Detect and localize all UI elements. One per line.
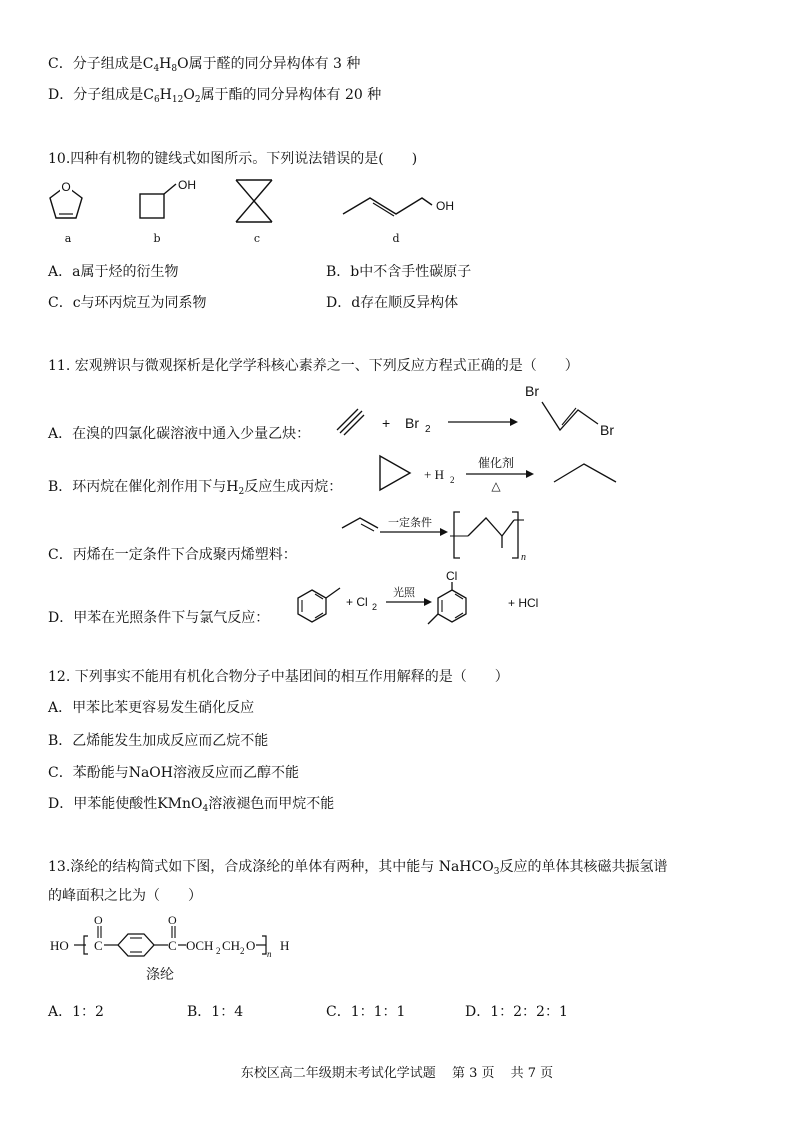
q11-stem: 11. 宏观辨识与微观探析是化学学科核心素养之一、下列反应方程式正确的是（ ） — [48, 358, 579, 374]
svg-text:光照: 光照 — [393, 587, 415, 599]
q11-a-equation — [330, 378, 630, 442]
svg-text:n: n — [267, 949, 272, 959]
svg-text:OH: OH — [178, 178, 196, 192]
q11-option-b-text: B．环丙烷在催化剂作用下与$H_2$反应生成丙烷： — [48, 479, 343, 497]
svg-text:H: H — [280, 938, 290, 953]
svg-text:O: O — [94, 913, 103, 927]
svg-text:+ H: + H — [424, 467, 444, 482]
structure-a — [50, 180, 82, 218]
q13-stem-line2: 的峰面积之比为（ ） — [48, 888, 202, 904]
label-b: b — [153, 232, 161, 245]
svg-text:+: + — [382, 415, 391, 431]
svg-text:Br: Br — [600, 422, 614, 438]
page-footer — [0, 1062, 794, 1081]
q13-option-d: D．1：2：2：1 — [465, 1004, 568, 1020]
q11-option-d-text: D．甲苯在光照条件下与氯气反应： — [48, 610, 270, 626]
svg-text:OCH: OCH — [186, 938, 214, 953]
svg-text:催化剂: 催化剂 — [477, 456, 515, 470]
q9-option-d: D．分子组成是$C_6H_{12}O_2$属于酯的同分异构体有 20 种 — [48, 87, 382, 105]
svg-text:2: 2 — [372, 602, 378, 612]
q10-option-d: D．d存在顺反异构体 — [326, 295, 459, 311]
footer-page: 第 3 页 — [451, 1066, 495, 1081]
svg-text:n: n — [521, 552, 526, 563]
q10-structures — [40, 172, 600, 232]
q11-option-c-text: C．丙烯在一定条件下合成聚丙烯塑料： — [48, 547, 297, 563]
q13-stem-line1: 13.涤纶的结构简式如下图，合成涤纶的单体有两种，其中能与 NaHCO$_3$反应的单体其核磁共振氢谱 — [48, 859, 668, 877]
q12-option-a: A．甲苯比苯更容易发生硝化反应 — [48, 700, 255, 716]
q10-option-c: C．c与环丙烷互为同系物 — [48, 295, 207, 311]
svg-text:2: 2 — [240, 946, 245, 956]
svg-text:C: C — [168, 938, 177, 953]
q10-option-a: A．a属于烃的衍生物 — [48, 264, 179, 280]
svg-text:2: 2 — [450, 475, 455, 485]
q12-stem: 12. 下列事实不能用有机化合物分子中基团间的相互作用解释的是（ ） — [48, 669, 509, 685]
q13-option-c: C．1：1：1 — [326, 1004, 406, 1020]
q12-option-b: B．乙烯能发生加成反应而乙烷不能 — [48, 733, 269, 749]
svg-text:C: C — [94, 938, 103, 953]
q11-c-equation — [338, 508, 548, 566]
svg-text:CH: CH — [222, 938, 241, 953]
q11-d-equation — [290, 568, 570, 628]
svg-text:Cl: Cl — [446, 569, 458, 583]
footer-total: 共 7 页 — [510, 1066, 554, 1081]
svg-text:△: △ — [491, 479, 501, 493]
svg-text:+ HCl: + HCl — [508, 596, 539, 610]
q10-stem: 10.四种有机物的键线式如图所示。下列说法错误的是( ) — [48, 151, 418, 167]
q12-option-d: D．甲苯能使酸性KMnO$_4$溶液褪色而甲烷不能 — [48, 796, 335, 814]
label-c: c — [253, 232, 261, 245]
q11-option-a-text: A．在溴的四氯化碳溶液中通入少量乙炔： — [48, 426, 311, 442]
svg-text:HO: HO — [50, 938, 69, 953]
svg-text:一定条件: 一定条件 — [388, 517, 432, 529]
svg-text:O: O — [246, 938, 256, 953]
structure-c — [236, 180, 272, 222]
q13-caption: 涤纶 — [146, 967, 174, 983]
svg-text:O: O — [61, 180, 71, 194]
q13-option-a: A．1：2 — [48, 1004, 104, 1020]
q12-option-c: C．苯酚能与NaOH溶液反应而乙醇不能 — [48, 765, 299, 781]
label-d: d — [392, 232, 400, 245]
q9-option-c: C．分子组成是$C_4H_8O$属于醛的同分异构体有 3 种 — [48, 56, 361, 74]
svg-text:+ Cl: + Cl — [346, 595, 368, 609]
structure-d — [343, 198, 454, 216]
q13-polyester-structure — [48, 912, 328, 974]
svg-text:Br: Br — [405, 415, 419, 431]
svg-text:2: 2 — [216, 946, 221, 956]
q10-option-b: B．b中不含手性碳原子 — [326, 264, 472, 280]
label-a: a — [64, 232, 72, 245]
structure-b — [140, 178, 196, 218]
svg-text:2: 2 — [425, 424, 431, 435]
q11-b-equation — [372, 450, 632, 498]
q13-option-b: B．1：4 — [187, 1004, 244, 1020]
svg-text:O: O — [168, 913, 177, 927]
footer-title: 东校区高二年级期末考试化学试题 — [240, 1066, 436, 1081]
svg-text:Br: Br — [525, 383, 539, 399]
svg-text:OH: OH — [436, 199, 454, 213]
